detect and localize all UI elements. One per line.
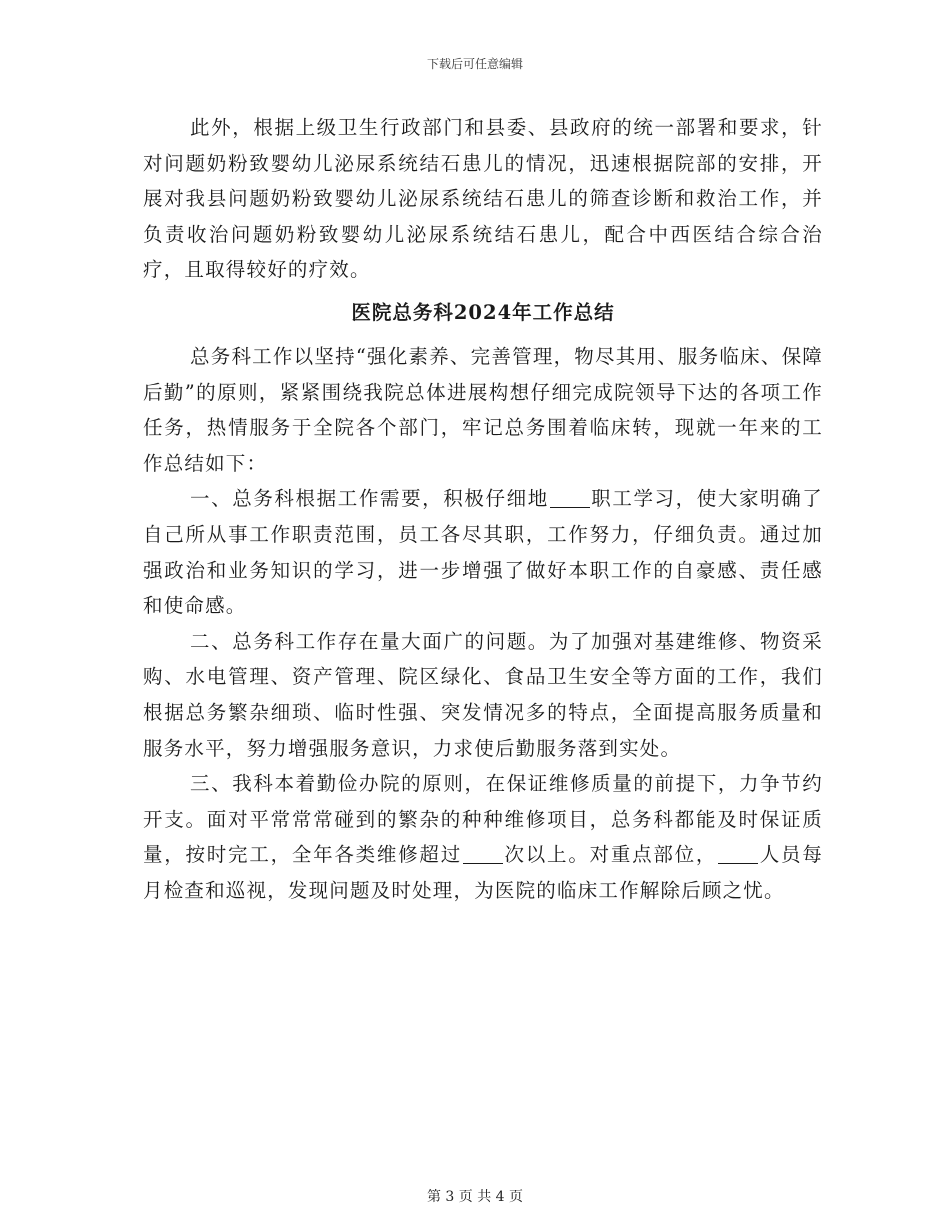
paragraph-item-3-text-c: 人员每月检查和巡视，发现问题及时处理，为医院的临床工作解除后顾之忧。	[143, 843, 823, 902]
paragraph-item-3-text-a: 三、我科本着勤俭办院的原则，在保证维修质量的前提下，力争节约开支。面对平常常常碰到的繁杂的种种维修项目，总务科都能及时保证质量，按时完工，全年各类维修超过	[143, 772, 823, 867]
paragraph-item-3-text-b: 次以上。对重点部位，	[503, 843, 718, 867]
document-body	[143, 110, 823, 908]
page-header-note: 下载后可任意编辑	[426, 57, 523, 71]
paragraph-item-1-text-b: 职工学习，使大家明确了自己所从事工作职责范围，员工各尽其职，工作努力，仔细负责。通过加强政治和业务知识的学习，进一步增强了做好本职工作的自豪感、责任感和使命感。	[143, 487, 824, 618]
fill-in-blank	[463, 844, 503, 865]
paragraph-overview: 总务科工作以坚持“强化素养、完善管理，物尽其用、服务临床、保障后勤”的原则，紧紧围绕我院总体进展构想仔细完成院领导下达的各项工作任务，热情服务于全院各个部门，牢记总务围着临床转，现就一年来的工作总结如下：	[143, 344, 823, 475]
fill-in-blank	[718, 844, 758, 865]
page-footer: 第 3 页 共 4 页	[426, 1189, 524, 1205]
paragraph-item-1-text-a: 一、总务科根据工作需要，积极仔细地	[190, 487, 549, 511]
fill-in-blank	[550, 488, 590, 509]
paragraph-item-3	[143, 766, 823, 908]
section-title: 医院总务科2024年工作总结	[351, 300, 615, 324]
paragraph-item-2: 二、总务科工作存在量大面广的问题。为了加强对基建维修、物资采购、水电管理、资产管理、院区绿化、食品卫生安全等方面的工作，我们根据总务繁杂细琐、临时性强、突发情况多的特点，全面提高服务质量和服务水平，努力增强服务意识，力求使后勤服务落到实处。	[143, 629, 823, 760]
paragraph-intro: 此外，根据上级卫生行政部门和县委、县政府的统一部署和要求，针对问题奶粉致婴幼儿泌尿系统结石患儿的情况，迅速根据院部的安排，开展对我县问题奶粉致婴幼儿泌尿系统结石患儿的筛查诊断和救治工作，并负责收治问题奶粉致婴幼儿泌尿系统结石患儿，配合中西医结合综合治疗，且取得较好的疗效。	[143, 116, 823, 282]
paragraph-item-1	[143, 481, 823, 623]
